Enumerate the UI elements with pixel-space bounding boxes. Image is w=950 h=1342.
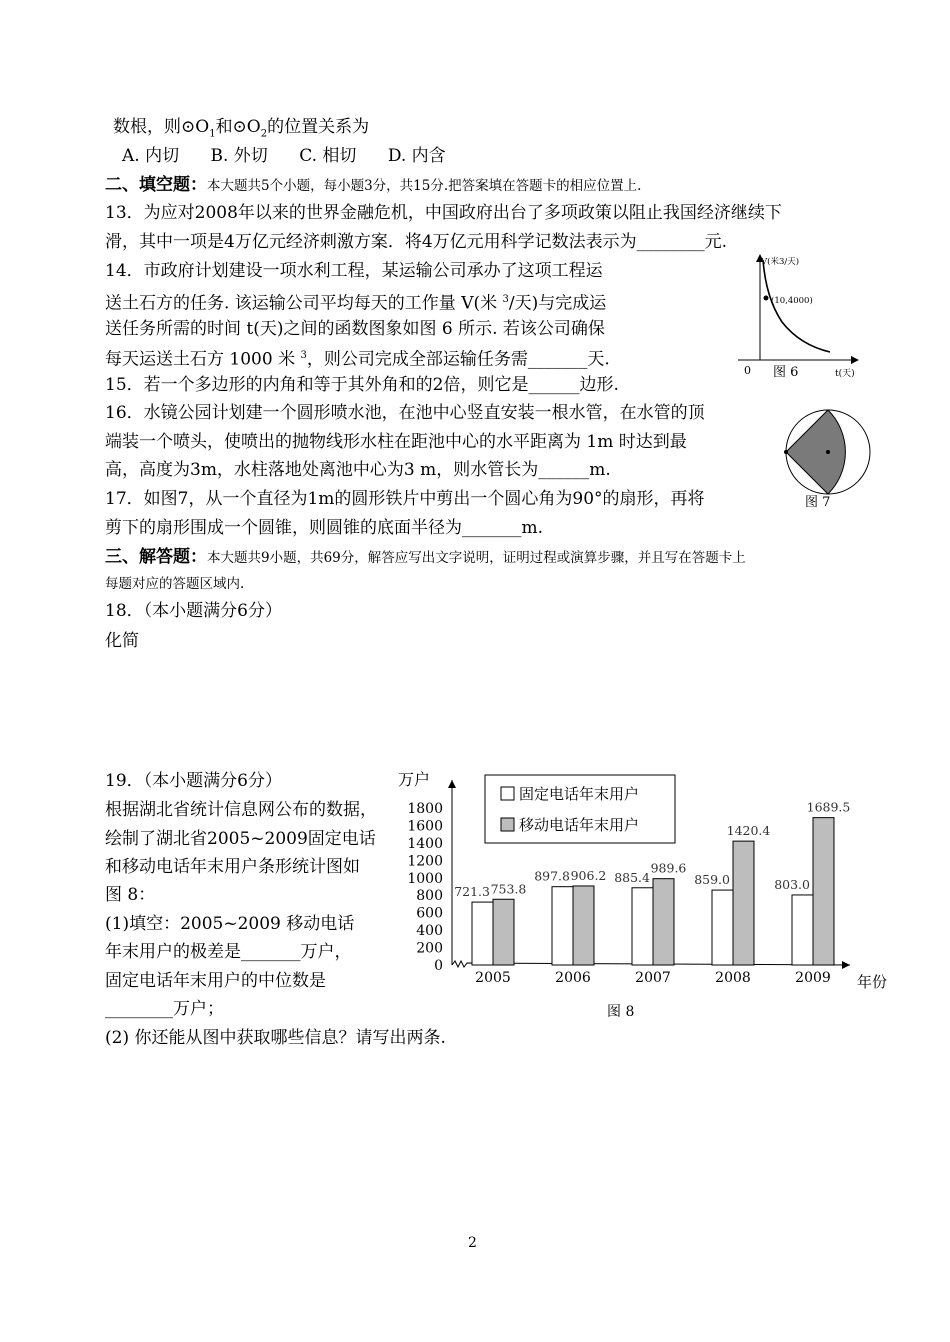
q14-line4b: ，则公司完成全部运输任务需_______天. bbox=[306, 349, 610, 370]
bar-fixed-2008 bbox=[712, 890, 733, 965]
q14-line4 bbox=[105, 345, 610, 371]
y-tick-label: 0 bbox=[434, 958, 443, 974]
bar-mobile-2009 bbox=[813, 818, 834, 965]
y-tick-label: 200 bbox=[416, 940, 443, 957]
x-tick-label: 2009 bbox=[795, 970, 831, 986]
value-label: 906.2 bbox=[570, 867, 607, 883]
q14-line1: 14．市政府计划建设一项水利工程，某运输公司承办了这项工程运 bbox=[105, 261, 603, 281]
q18-title: 18．（本小题满分6分） bbox=[105, 601, 282, 621]
q19-line7: 固定电话年末用户的中位数是 bbox=[105, 971, 326, 991]
q19-line4: 图 8： bbox=[105, 885, 156, 905]
option-b: B. 外切 bbox=[210, 146, 268, 166]
chart-y-arrow bbox=[448, 780, 456, 788]
fig6-origin: 0 bbox=[744, 364, 751, 377]
option-c: C. 相切 bbox=[299, 146, 357, 166]
bar-fixed-2006 bbox=[552, 887, 573, 965]
y-tick-label: 1200 bbox=[407, 853, 443, 870]
value-label: 897.8 bbox=[534, 868, 570, 884]
y-tick-label: 800 bbox=[416, 888, 443, 905]
q15-line: 15．若一个多边形的内角和等于其外角和的2倍，则它是______边形. bbox=[105, 375, 619, 395]
option-d: D. 内含 bbox=[387, 146, 446, 166]
q19-title: 19．（本小题满分6分） bbox=[105, 771, 282, 791]
legend-label: 固定电话年末用户 bbox=[519, 785, 640, 803]
bar-mobile-2005 bbox=[493, 899, 514, 965]
q19-line8: ________万户； bbox=[105, 999, 224, 1019]
q19-line6: 年末用户的极差是_______万户， bbox=[105, 942, 352, 962]
y-tick-label: 600 bbox=[416, 905, 443, 922]
bar-fixed-2005 bbox=[472, 902, 493, 965]
q16-line1: 16．水镜公园计划建一个圆形喷水池，在池中心竖直安装一根水管，在水管的顶 bbox=[105, 403, 705, 423]
q16-line2: 端装一个喷头，使喷出的抛物线形水柱在距池中心的水平距离为 1m 时达到最 bbox=[105, 432, 687, 452]
section3-line2: 每题对应的答题区域内. bbox=[105, 576, 245, 592]
chart-y-ticks bbox=[407, 801, 443, 974]
q16-line3: 高，高度为3m，水柱落地处离池中心为3 m，则水管长为______m. bbox=[105, 460, 611, 480]
bar-mobile-2008 bbox=[733, 841, 754, 965]
fig7-center bbox=[826, 450, 830, 454]
q19-line5: (1)填空：2005~2009 移动电话 bbox=[105, 914, 355, 934]
q12-options bbox=[122, 145, 446, 167]
q13-line2: 滑，其中一项是4万亿元经济刺激方案．将4万亿元用科学记数法表示为________元. bbox=[105, 232, 728, 252]
x-tick-label: 2005 bbox=[475, 970, 511, 986]
q17-line1: 17．如图7，从一个直径为1m的圆形铁片中剪出一个圆心角为90°的扇形，再将 bbox=[105, 489, 705, 509]
value-label: 803.0 bbox=[774, 876, 810, 892]
q13-line1: 13．为应对2008年以来的世界金融危机，中国政府出台了多项政策以阻止我国经济继续下 bbox=[105, 203, 782, 223]
legend-swatch bbox=[501, 787, 514, 800]
q14-line2 bbox=[105, 289, 606, 315]
q14-sup: 3 bbox=[502, 294, 509, 305]
q12-text-b: 和⊙O bbox=[215, 117, 261, 137]
fig6-curve bbox=[763, 260, 830, 352]
value-label: 989.6 bbox=[650, 860, 687, 876]
q19-line2: 绘制了湖北省2005~2009固定电话 bbox=[105, 829, 376, 849]
fig6-point bbox=[764, 296, 769, 301]
x-tick-label: 2007 bbox=[635, 970, 671, 986]
x-tick-label: 2006 bbox=[555, 970, 591, 986]
chart-legend bbox=[485, 775, 675, 843]
chart-x-ticks bbox=[475, 970, 831, 986]
x-tick-label: 2008 bbox=[715, 970, 751, 986]
q19-line9: (2) 你还能从图中获取哪些信息？请写出两条. bbox=[105, 1028, 446, 1048]
value-label: 721.3 bbox=[454, 884, 490, 900]
section3-heading bbox=[105, 546, 746, 569]
fig7-vertex bbox=[784, 450, 788, 454]
q19-line3: 和移动电话年末用户条形统计图如 bbox=[105, 857, 360, 877]
q12-tail-line bbox=[113, 116, 369, 145]
value-label: 1689.5 bbox=[806, 799, 851, 815]
bar-mobile-2007 bbox=[653, 879, 674, 965]
y-tick-label: 1600 bbox=[407, 818, 443, 835]
y-tick-label: 1800 bbox=[407, 801, 443, 817]
q12-text-a: 数根，则⊙O bbox=[113, 117, 210, 137]
q18-body: 化简 bbox=[105, 631, 139, 651]
q12-sub2: 2 bbox=[260, 128, 268, 140]
q19-line1: 根据湖北省统计信息网公布的数据， bbox=[105, 800, 377, 820]
chart-y-label: 万户 bbox=[398, 770, 431, 789]
fig6-xlabel: t(天) bbox=[835, 369, 855, 379]
q14-line3: 送任务所需的时间 t(天)之间的函数图象如图 6 所示. 若该公司确保 bbox=[105, 319, 605, 339]
q12-sub1: 1 bbox=[209, 128, 216, 140]
y-tick-label: 1400 bbox=[407, 835, 443, 852]
bar-mobile-2006 bbox=[573, 886, 594, 965]
fig6-ylabel: V(米3/天) bbox=[761, 257, 800, 267]
figure-8-chart bbox=[395, 765, 900, 1025]
q14-line2b: /天)与完成运 bbox=[508, 293, 607, 314]
section2-desc: 本大题共5个小题，每小题3分，共15分.把答案填在答题卡的相应位置上. bbox=[207, 178, 642, 194]
section3-title: 三、解答题： bbox=[105, 547, 207, 567]
figure-7 bbox=[778, 400, 878, 515]
section3-desc: 本大题共9小题，共69分，解答应写出文字说明，证明过程或演算步骤，并且写在答题卡上 bbox=[207, 550, 746, 566]
y-tick-label: 400 bbox=[416, 923, 443, 940]
figure-6 bbox=[730, 250, 870, 382]
chart-x-label: 年份 bbox=[857, 973, 888, 991]
value-label: 1420.4 bbox=[726, 823, 771, 839]
fig6-point-label: (10,4000) bbox=[771, 296, 813, 306]
q14-sup2: 3 bbox=[300, 350, 307, 361]
y-tick-label: 1000 bbox=[407, 870, 443, 887]
page-number: 2 bbox=[468, 1235, 477, 1251]
chart-caption: 图 8 bbox=[607, 1004, 635, 1020]
q17-line2: 剪下的扇形围成一个圆锥，则圆锥的底面半径为_______m. bbox=[105, 518, 544, 538]
chart-x-arrow bbox=[842, 961, 850, 969]
bar-fixed-2009 bbox=[792, 895, 813, 965]
fig7-caption: 图 7 bbox=[805, 495, 831, 510]
q14-line4a: 每天运送土石方 1000 米 bbox=[105, 349, 301, 370]
section2-title: 二、填空题： bbox=[105, 175, 207, 195]
bar-fixed-2007 bbox=[632, 888, 653, 965]
legend-label: 移动电话年末用户 bbox=[519, 816, 640, 834]
value-label: 859.0 bbox=[694, 872, 730, 888]
legend-swatch bbox=[501, 818, 514, 831]
value-label: 753.8 bbox=[490, 881, 527, 897]
fig7-sector bbox=[786, 410, 845, 494]
q14-line2a: 送土石方的任务. 该运输公司平均每天的工作量 V(米 bbox=[105, 293, 503, 314]
section2-heading bbox=[105, 174, 641, 197]
option-a: A. 内切 bbox=[122, 146, 180, 166]
q12-text-c: 的位置关系为 bbox=[267, 117, 370, 137]
value-label: 885.4 bbox=[614, 869, 650, 885]
fig6-caption: 图 6 bbox=[773, 365, 799, 380]
